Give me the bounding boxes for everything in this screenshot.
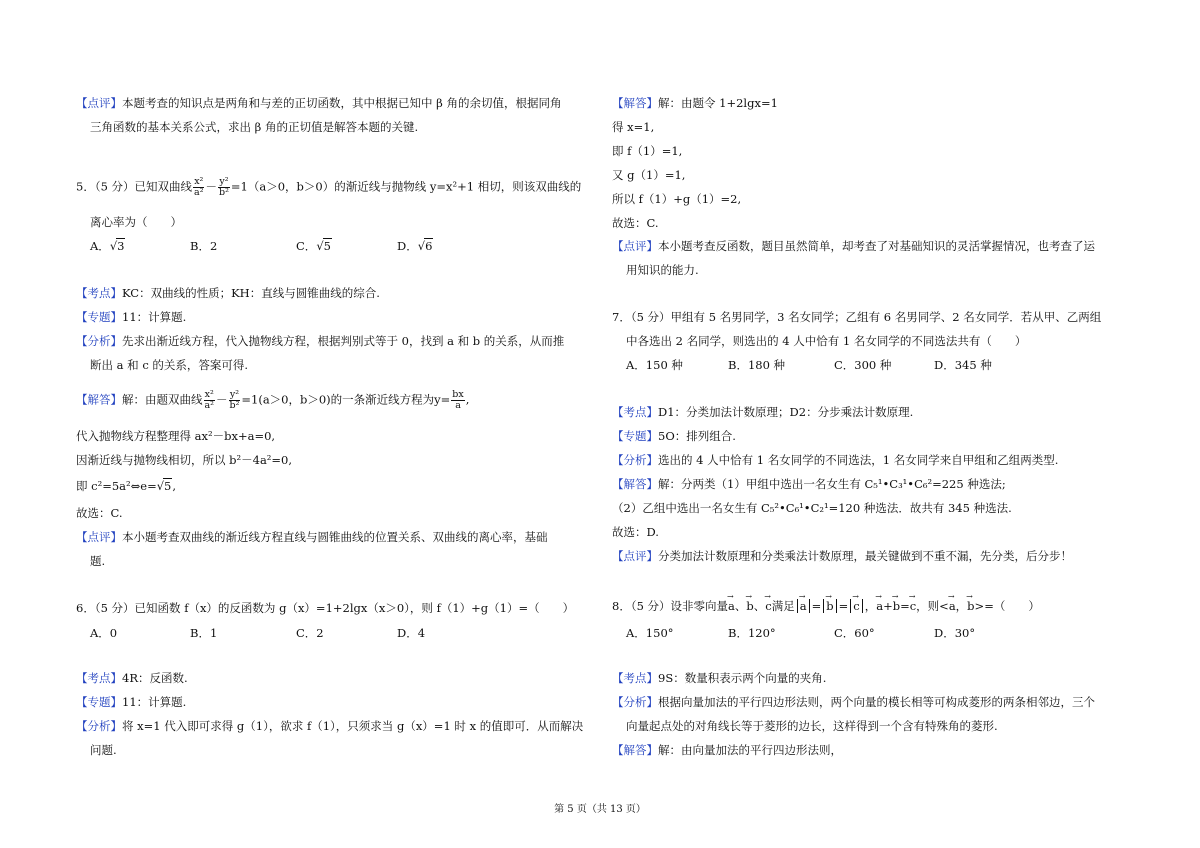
solution-line-2: 得 x=1, [612,120,655,134]
solution-line-2: （2）乙组中选出一名女生有 C₅²•C₆¹•C₂¹=120 种选法．故共有 345 种选法. [612,501,1012,515]
solution-line-1: 【解答】解：由向量加法的平行四边形法则， [612,743,842,757]
option-d: D．4 [397,626,426,640]
comment-line-2: 三角函数的基本关系公式，求出 β 角的正切值是解答本题的关键. [90,120,419,134]
solution-line-3: 即 f（1）=1, [612,144,683,158]
option-b: B．120° [728,626,776,640]
option-a: A．√3 [90,239,125,253]
option-a: A．150° [626,626,674,640]
comment-tag: 【点评】 [76,96,122,110]
solution-line-4: 即 c²=5a²⇔e=√5, [76,479,177,493]
solution-line-2: 代入抛物线方程整理得 ax²－bx+a=0, [76,429,276,443]
question-7-line-2: 中各选出 2 名同学，则选出的 4 人中恰有 1 名女同学的不同选法共有（ ） [626,334,1027,348]
solution-line-1: 【解答】解：分两类（1）甲组中选出一名女生有 C₅¹•C₃¹•C₆²=225 种选法; [612,477,1006,491]
analysis-line-2: 问题. [90,743,117,757]
knowledge-point: 【考点】4R：反函数. [76,671,188,685]
topic: 【专题】11：计算题. [76,695,187,709]
question-5-stem: 5．（5 分）已知双曲线 $\frac{\text{x²}}{\text{a²}}$ － $\frac{\text{y²}}{\text{b²}}$ =1（a＞0，b＞0）的渐近线与抛物线 y=x²+1 相切，则该双曲线的 [76,176,582,198]
question-7-stem: 7．（5 分）甲组有 5 名男同学，3 名女同学；乙组有 6 名男同学、2 名女同学．若从甲、乙两组 [612,310,1102,324]
option-b: B．1 [190,626,218,640]
topic: 【专题】5O：排列组合. [612,429,736,443]
analysis-line-1: 【分析】根据向量加法的平行四边形法则，两个向量的模长相等可构成菱形的两条相邻边，三个 [612,695,1095,709]
solution-line-1: 【解答】解：由题令 1+2lgx=1 [612,96,778,110]
review-line-2: 题. [90,554,106,568]
option-d: D．30° [934,626,976,640]
review: 【点评】分类加法计数原理和分类乘法计数原理，最关键做到不重不漏，先分类，后分步！ [612,549,1072,563]
option-a: A．0 [90,626,118,640]
review-line-2: 用知识的能力. [626,263,699,277]
fraction-y2-b2: $\frac{\text{y²}}{\text{b²}}$ [219,176,229,198]
question-8-stem: 8．（5 分）设非零向量→ a、→ b、→ c满足→ a =→ b =→ c ，→ a+→ b=→ c，则<→ a，→ b>=（ ） [612,598,1040,614]
solution-line-5: 故选：C. [76,506,123,520]
option-c: C．300 种 [834,358,892,372]
option-d: D．345 种 [934,358,992,372]
comment-line-1: 【点评】本题考查的知识点是两角和与差的正切函数，其中根据已知中 β 角的余切值，根据同角 [76,96,562,110]
knowledge-point: 【考点】D1：分类加法计数原理；D2：分步乘法计数原理. [612,405,914,419]
option-c: C．60° [834,626,875,640]
review-line-1: 【点评】本小题考查双曲线的渐近线方程直线与圆锥曲线的位置关系、双曲线的离心率，基础 [76,530,548,544]
topic: 【专题】11：计算题. [76,310,187,324]
question-5-line-2: 离心率为（ ） [90,215,182,229]
option-a: A．150 种 [626,358,683,372]
review-line-1: 【点评】本小题考查反函数，题目虽然简单，却考查了对基础知识的灵活掌握情况，也考查了运 [612,239,1095,253]
option-c: C．√5 [296,239,331,253]
analysis-line-2: 向量起点处的对角线长等于菱形的边长，这样得到一个含有特殊角的菱形. [626,719,998,733]
fraction-x2-a2: $\frac{\text{x²}}{\text{a²}}$ [194,176,204,198]
question-6-stem: 6．（5 分）已知函数 f（x）的反函数为 g（x）=1+2lgx（x＞0），则 f（1）+g（1）=（ ） [76,601,575,615]
option-b: B．2 [190,239,218,253]
page-footer: 第 5 页（共 13 页） [554,804,646,815]
analysis: 【分析】选出的 4 人中恰有 1 名女同学的不同选法，1 名女同学来自甲组和乙组两类型. [612,453,1059,467]
knowledge-point: 【考点】9S：数量积表示两个向量的夹角. [612,671,827,685]
analysis-line-1: 【分析】先求出渐近线方程，代入抛物线方程，根据判别式等于 0，找到 a 和 b 的关系，从而推 [76,334,565,348]
analysis-line-2: 断出 a 和 c 的关系，答案可得. [90,358,249,372]
option-c: C．2 [296,626,324,640]
option-b: B．180 种 [728,358,786,372]
option-d: D．√6 [397,239,433,253]
solution-line-6: 故选：C. [612,216,659,230]
knowledge-point: 【考点】KC：双曲线的性质；KH：直线与圆锥曲线的综合. [76,286,380,300]
solution-line-3: 因渐近线与抛物线相切，所以 b²－4a²=0, [76,453,293,467]
solution-line-4: 又 g（1）=1, [612,168,686,182]
solution-line-3: 故选：D. [612,525,659,539]
solution-line-1: 【解答】解：由题双曲线 $\frac{\text{x²}}{\text{a²}}$ － $\frac{\text{y²}}{\text{b²}}$ =1(a＞0，b＞0)的一条渐近线方程为y= $\frac{bx}{a}$ , [76,389,470,411]
analysis-line-1: 【分析】将 x=1 代入即可求得 g（1），欲求 f（1），只须求当 g（x）=1 时 x 的值即可．从而解决 [76,719,584,733]
solution-line-5: 所以 f（1）+g（1）=2, [612,192,742,206]
